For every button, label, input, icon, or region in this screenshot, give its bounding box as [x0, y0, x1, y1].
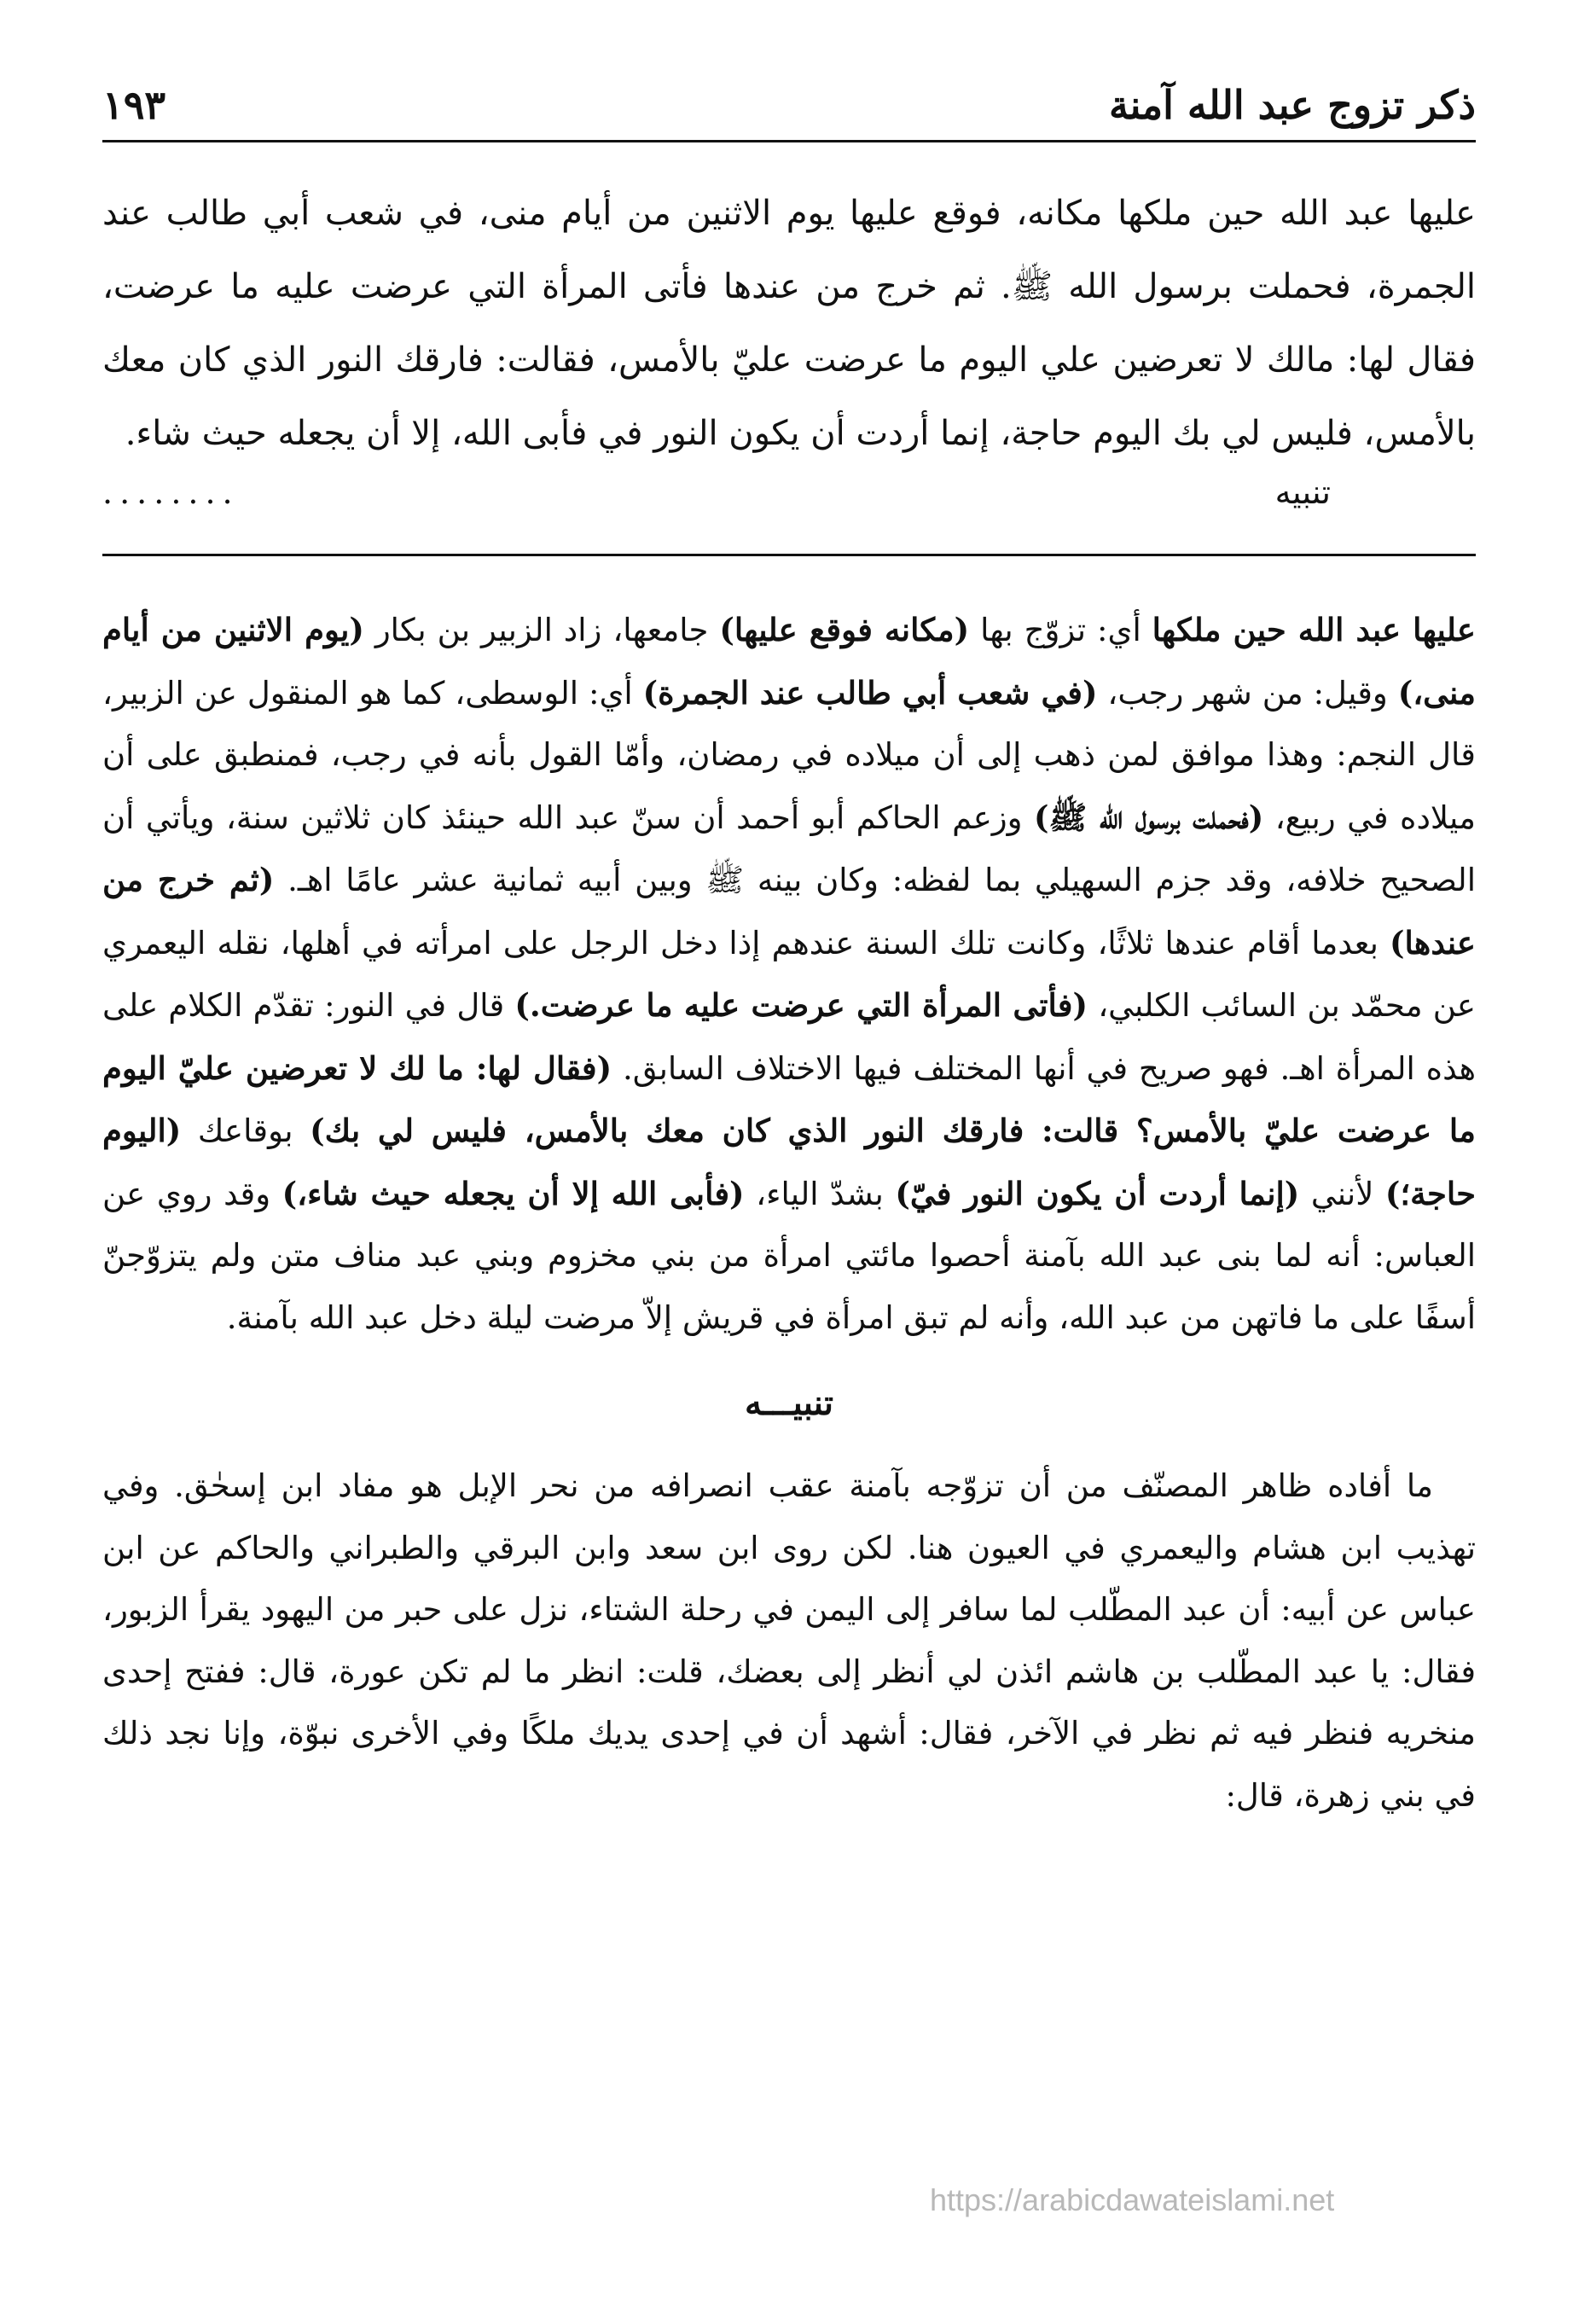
quoted-matn-segment: (فأبى الله إلا أن يجعله حيث شاء،) [282, 1174, 745, 1212]
notice-word: تنبيه [1274, 474, 1331, 511]
commentary-segment: جامعها، زاد الزبير بن بكار [363, 612, 720, 648]
commentary-segment: أي: تزوّج بها [969, 612, 1152, 648]
quoted-matn-segment: (فحملت برسول الله ﷺ) [1033, 798, 1264, 836]
commentary-text [102, 599, 1476, 1349]
tanbih-paragraph: ما أفاده ظاهر المصنّف من أن تزوّجه بآمنة عقب انصرافه من نحر الإبل هو مفاد ابن إسحٰق. وفي تهذيب ابن هشام واليعمري في العيون هنا. لكن روى ابن سعد وابن البرقي والطبراني والحاكم عن ابن عباس عن أبيه: أن عبد المطّلب لما سافر إلى اليمن في رحلة الشتاء، نزل على حبر من اليهود يقرأ الزبور، فقال: يا عبد المطّلب بن هاشم ائذن لي أنظر إلى بعضك، قلت: انظر ما لم تكن عورة، قال: ففتح إحدى منخريه فنظر فيه ثم نظر في الآخر، فقال: أشهد أن في إحدى يديك ملكًا وفي الأخرى نبوّة، وإنا نجد ذلك في بني زهرة، قال: [102, 1467, 1476, 1814]
quoted-matn-segment: (إنما أردت أن يكون النور فيّ) [895, 1174, 1300, 1212]
quoted-matn-segment: عليها عبد الله حين ملكها [1152, 611, 1477, 648]
commentary-segment: بشدّ الياء، [744, 1175, 896, 1212]
commentary-paragraph [102, 599, 1476, 1349]
quoted-matn-segment: (فقال لها: ما لك لا تعرضين عليّ اليوم ما عرضت عليّ بالأمس؟ قالت: فارقك النور الذي كان معك بالأمس، فليس لي بك) [102, 1049, 1476, 1149]
notice-line [102, 474, 1476, 533]
commentary-segment: وزعم الحاكم أبو أحمد أن سنّ عبد الله حينئذ كان ثلاثين سنة، ويأتي أن الصحيح خلافه، وقد جزم السهيلي بما لفظه: وكان بينه ﷺ وبين أبيه ثمانية عشر عامًا اهـ. [102, 799, 1476, 898]
quoted-matn-segment: (مكانه فوقع عليها) [719, 611, 970, 648]
tanbih-text [102, 1455, 1476, 1827]
commentary-segment: قال في النور: تقدّم الكلام على هذه المرأة اهـ. فهو صريح في أنها المختلف فيها الاختلاف السابق. [102, 987, 1476, 1087]
quoted-matn-segment: (اليوم حاجة؛) [102, 1112, 1477, 1212]
commentary-segment: وقد روي عن العباس: أنه لما بنى عبد الله بآمنة أحصوا مائتي امرأة من بني مخزوم وبني عبد مناف متن ولم يتزوّجنّ أسفًا على ما فاتهن من عبد الله، وأنه لم تبق امرأة في قريش إلاّ مرضت ليلة دخل عبد الله بآمنة. [102, 1175, 1476, 1336]
commentary-segment: لأنني [1299, 1175, 1385, 1212]
quoted-matn-segment: (في شعب أبي طالب عند الجمرة) [642, 673, 1098, 712]
book-page [102, 77, 1476, 2295]
page-number: ١٩٣ [102, 82, 166, 128]
quoted-matn-segment: (فأتى المرأة التي عرضت عليه ما عرضت.) [514, 986, 1088, 1024]
watermark-url: https://arabicdawateislami.net [930, 2182, 1335, 2217]
commentary-segment: بوقاعك [181, 1113, 311, 1149]
notice-dots: ........ [102, 474, 240, 511]
quoted-matn-segment: (يوم الاثنين من أيام منى،) [102, 611, 1476, 712]
page-header [102, 77, 1476, 142]
commentary-segment: بعدما أقام عندها ثلاثًا، وكانت تلك السنة عندهم إذا دخل الرجل على امرأته في أهلها، نقله اليعمري عن محمّد بن السائب الكلبي، [102, 924, 1476, 1024]
commentary-segment: وقيل: من شهر رجب، [1097, 674, 1398, 712]
chapter-title: ذكر تزوج عبد الله آمنة [1108, 82, 1476, 128]
tanbih-heading: تنبيـــه [745, 1383, 833, 1423]
commentary-segment: أي: الوسطى، كما هو المنقول عن الزبير، قال النجم: وهذا موافق لمن ذهب إلى أن ميلاده في رمضان، وأمّا القول بأنه في رجب، فمنطبق على أن ميلاده في ربيع، [102, 674, 1476, 836]
section-divider [102, 554, 1476, 556]
main-text-paragraph: عليها عبد الله حين ملكها مكانه، فوقع عليها يوم الاثنين من أيام منى، في شعب أبي طالب عند الجمرة، فحملت برسول الله ﷺ. ثم خرج من عندها فأتى المرأة التي عرضت عليه ما عرضت، فقال لها: مالك لا تعرضين علي اليوم ما عرضت عليّ بالأمس، فقالت: فارقك النور الذي كان معك بالأمس، فليس لي بك اليوم حاجة، إنما أردت أن يكون النور في فأبى الله، إلا أن يجعله حيث شاء. [102, 194, 1476, 453]
quoted-matn-segment: (ثم خرج من عندها) [102, 861, 1476, 962]
main-text [102, 177, 1476, 470]
